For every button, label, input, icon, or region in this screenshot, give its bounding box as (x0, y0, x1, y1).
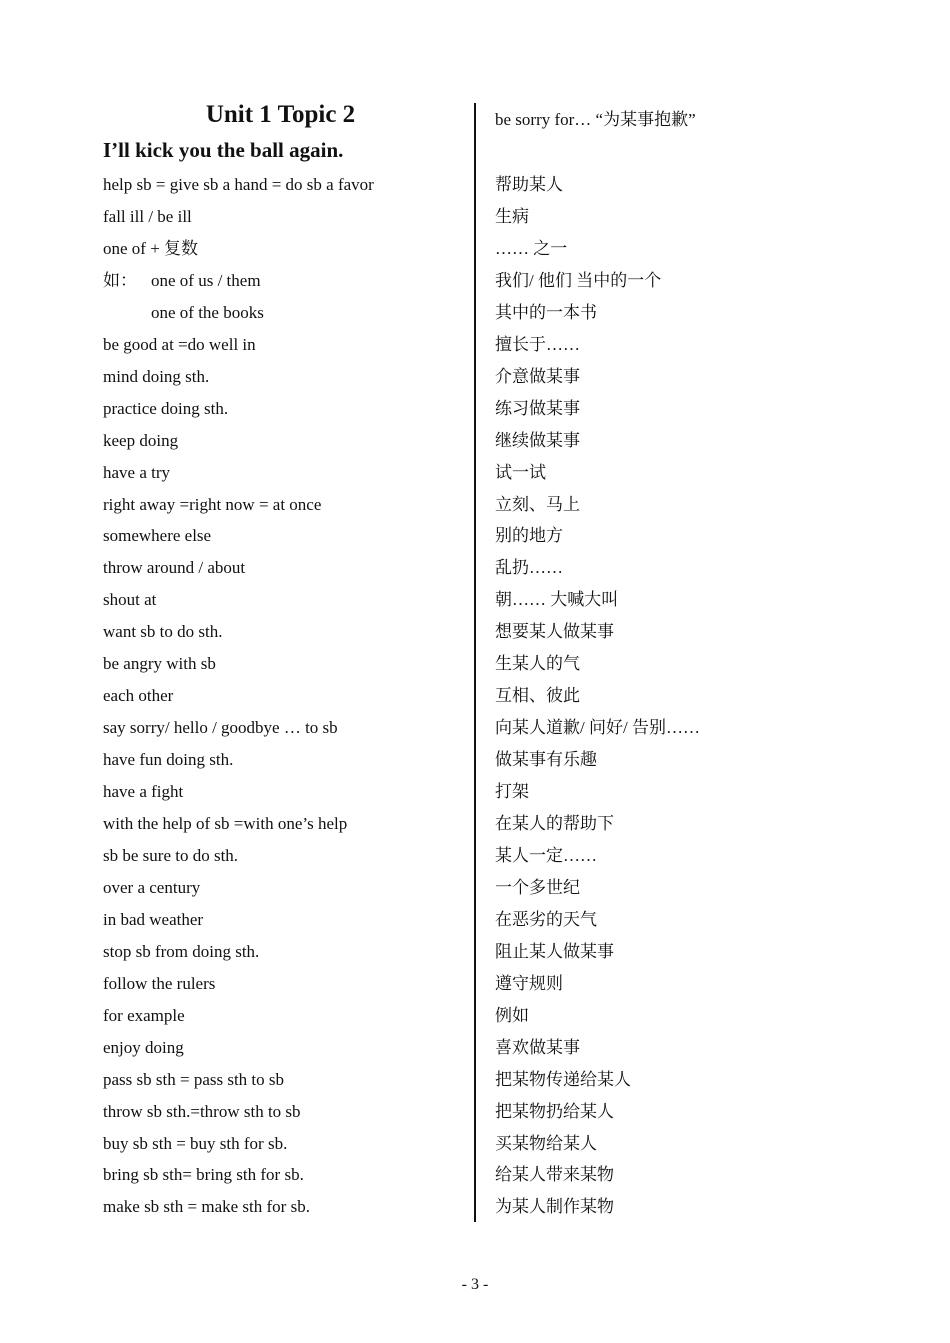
english-phrase: practice doing sth. (103, 398, 229, 418)
chinese-meaning: 我们/ 他们 当中的一个 (495, 270, 662, 290)
phrase-row (0, 584, 950, 616)
english-phrase: fall ill / be ill (103, 206, 192, 226)
english-phrase: each other (103, 686, 174, 706)
phrase-row (0, 712, 950, 744)
english-phrase: stop sb from doing sth. (103, 941, 260, 961)
page-subtitle: I’ll kick you the ball again. (103, 138, 344, 162)
english-phrase: one of the books (151, 302, 264, 322)
english-phrase: for example (103, 1005, 185, 1025)
chinese-meaning: 在恶劣的天气 (495, 909, 597, 929)
english-phrase: be angry with sb (103, 654, 216, 674)
english-phrase: in bad weather (103, 909, 204, 929)
english-phrase: with the help of sb =with one’s help (103, 814, 348, 833)
phrase-row (0, 1032, 950, 1064)
chinese-meaning: 向某人道歉/ 问好/ 告别…… (495, 718, 700, 738)
chinese-meaning: 生某人的气 (495, 654, 580, 674)
chinese-meaning: 为某人制作某物 (495, 1197, 614, 1217)
phrase-row (0, 265, 950, 297)
english-phrase: help sb = give sb a hand = do sb a favor (103, 175, 374, 194)
phrase-row (0, 329, 950, 361)
chinese-meaning: 擅长于…… (495, 334, 580, 354)
example-prefix: 如： (103, 270, 137, 290)
english-phrase: one of us / them (151, 270, 261, 290)
phrase-row (0, 393, 950, 425)
chinese-meaning: 给某人带来某物 (495, 1165, 614, 1185)
english-phrase: throw sb sth.=throw sth to sb (103, 1101, 301, 1121)
english-phrase: throw around / about (103, 558, 246, 578)
phrase-row (0, 1191, 950, 1223)
chinese-meaning: 介意做某事 (495, 366, 580, 386)
phrase-row (0, 489, 950, 521)
english-phrase: say sorry/ hello / goodbye … to sb (103, 718, 338, 738)
phrase-row (0, 1159, 950, 1191)
phrase-row (0, 520, 950, 552)
english-phrase: buy sb sth = buy sth for sb. (103, 1133, 288, 1153)
english-phrase: shout at (103, 590, 157, 610)
phrase-row (0, 744, 950, 776)
chinese-meaning: 做某事有乐趣 (495, 750, 597, 770)
phrase-row (0, 1064, 950, 1096)
english-phrase: want sb to do sth. (103, 622, 223, 642)
english-phrase: pass sb sth = pass sth to sb (103, 1069, 285, 1089)
chinese-meaning: 其中的一本书 (495, 302, 597, 322)
phrase-row (0, 1096, 950, 1128)
phrase-row (0, 425, 950, 457)
phrase-row (0, 457, 950, 489)
phrase-row (0, 680, 950, 712)
phrase-row (0, 840, 950, 872)
english-phrase: be good at =do well in (103, 334, 256, 354)
chinese-meaning: 朝…… 大喊大叫 (495, 590, 619, 610)
page-number: - 3 - (461, 1276, 489, 1293)
chinese-meaning: 帮助某人 (495, 175, 563, 194)
english-phrase: over a century (103, 877, 201, 897)
english-phrase: one of + 复数 (103, 238, 199, 258)
phrase-row (0, 808, 950, 840)
english-phrase: keep doing (103, 430, 179, 450)
chinese-meaning: 互相、彼此 (495, 686, 580, 706)
phrase-row (0, 169, 950, 201)
chinese-meaning: 试一试 (495, 462, 546, 482)
phrase-row (0, 776, 950, 808)
english-phrase: have a fight (103, 782, 184, 802)
chinese-meaning: 生病 (495, 206, 529, 226)
chinese-meaning: 立刻、马上 (495, 494, 580, 514)
phrase-row (0, 648, 950, 680)
chinese-meaning: 买某物给某人 (495, 1133, 597, 1153)
chinese-meaning: 一个多世纪 (495, 877, 580, 897)
chinese-meaning: 继续做某事 (495, 430, 580, 450)
english-phrase: mind doing sth. (103, 366, 210, 386)
chinese-meaning: 遵守规则 (495, 973, 563, 993)
phrase-row (0, 1128, 950, 1160)
chinese-meaning: 某人一定…… (495, 845, 597, 865)
chinese-meaning: …… 之一 (495, 238, 568, 258)
chinese-meaning: 想要某人做某事 (495, 622, 614, 642)
phrase-row (0, 936, 950, 968)
chinese-meaning: 喜欢做某事 (495, 1037, 580, 1057)
english-phrase: have a try (103, 462, 171, 482)
phrase-row (0, 968, 950, 1000)
phrase-row (0, 233, 950, 265)
english-phrase: sb be sure to do sth. (103, 845, 239, 865)
phrase-row (0, 552, 950, 584)
right-column-note: be sorry for… “为某事抱歉” (495, 110, 696, 129)
chinese-meaning: 别的地方 (495, 526, 563, 546)
english-phrase: enjoy doing (103, 1037, 184, 1057)
chinese-meaning: 例如 (495, 1005, 529, 1025)
chinese-meaning: 打架 (495, 782, 529, 802)
english-phrase: make sb sth = make sth for sb. (103, 1197, 310, 1217)
chinese-meaning: 把某物扔给某人 (495, 1101, 614, 1121)
english-phrase: follow the rulers (103, 973, 216, 993)
chinese-meaning: 乱扔…… (495, 558, 563, 578)
phrase-row (0, 1000, 950, 1032)
phrase-row (0, 616, 950, 648)
english-phrase: bring sb sth= bring sth for sb. (103, 1165, 304, 1185)
phrase-row (0, 872, 950, 904)
english-phrase: have fun doing sth. (103, 750, 234, 770)
phrase-row (0, 904, 950, 936)
chinese-meaning: 把某物传递给某人 (495, 1069, 631, 1089)
page-title: Unit 1 Topic 2 (205, 101, 356, 128)
english-phrase: right away =right now = at once (103, 494, 322, 514)
phrase-row (0, 297, 950, 329)
chinese-meaning: 练习做某事 (495, 398, 580, 418)
phrase-row (0, 361, 950, 393)
phrase-row (0, 201, 950, 233)
english-phrase: somewhere else (103, 526, 212, 546)
chinese-meaning: 在某人的帮助下 (495, 814, 614, 833)
chinese-meaning: 阻止某人做某事 (495, 941, 614, 961)
